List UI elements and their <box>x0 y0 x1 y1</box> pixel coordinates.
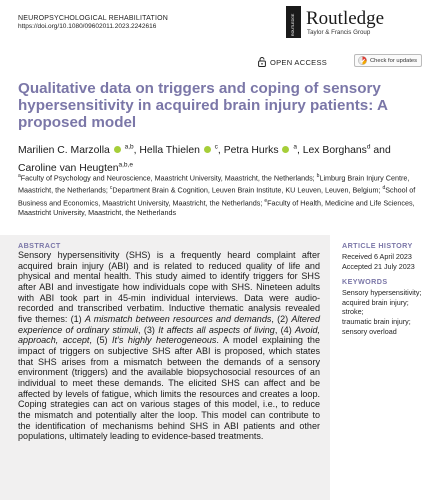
affiliation-text: Faculty of Health, Medicine and Life Sciences, Maastricht University, Maastricht, the Netherlands <box>18 198 415 218</box>
check-for-updates-label: Check for updates <box>370 57 418 64</box>
author-affiliation-marker: a,b <box>124 144 134 151</box>
abstract-theme: Avoid, approach, accept <box>18 324 320 346</box>
author-entry: Lex Borghans$^d$ and <box>302 144 391 157</box>
publisher-logo[interactable] <box>286 6 418 40</box>
svg-text:ROUTLEDGE: ROUTLEDGE <box>291 13 295 36</box>
open-access-label: OPEN ACCESS <box>270 57 328 67</box>
author-name[interactable]: Lex Borghans <box>302 145 367 157</box>
received-date: Received 6 April 2023 <box>342 252 412 261</box>
journal-name: NEUROPSYCHOLOGICAL REHABILITATION <box>18 15 168 22</box>
keyword-line: acquired brain injury; stroke; <box>342 297 409 317</box>
publisher-name: Routledge <box>306 8 385 29</box>
affiliation-marker: b <box>316 173 320 179</box>
author-entry: Petra Hurks $^a$, <box>223 144 303 157</box>
affiliation-text: Faculty of Psychology and Neuroscience, Maastricht University, Maastricht, the Netherlands; <box>20 173 317 183</box>
affiliation-text: Limburg Brain Injury Centre, Maastricht, the Netherlands; <box>18 173 410 195</box>
abstract-theme: Altered experience of ordinary stimuli <box>18 313 320 335</box>
affiliation-marker: c <box>109 185 113 192</box>
abstract-segment: Sensory hypersensitivity (SHS) is a frequently heard complaint after acquired brain injury (ABI) and is related to reduced quality of life and physical and mental health. This study aimed to identify triggers for SHS after ABI and investigate how individuals cope with SHS. Nineteen adults with ABI took part in 45-min individual interviews. Data were audio-recorded and transcribed verbatim. Inductive thematic analysis revealed five themes: (1) <box>18 250 320 324</box>
affiliation-text: School of Business and Economics, Maastricht University, Maastricht, the Netherlands; <box>18 185 416 208</box>
affiliations <box>18 171 420 218</box>
abstract-segment: , (3) <box>138 324 159 335</box>
affiliation-text: Department Brain & Cognition, Leuven Brain Institute, KU Leuven, Leuven, Belgium; <box>112 185 383 195</box>
author-entry: Hella Thielen $^c$, <box>139 144 224 157</box>
author-affiliation-marker: d <box>366 144 371 151</box>
author-entry: Marilien C. Marzolla $^{a,b}$, <box>18 144 140 157</box>
doi-link[interactable]: https://doi.org/10.1080/09602011.2023.2242616 <box>18 23 157 30</box>
orcid-icon[interactable] <box>204 146 211 153</box>
affiliation-marker: e <box>264 197 268 204</box>
abstract-segment: . A model explaining the impact of triggers on subjective SHS after ABI is proposed, which states that SHS arises from a mismatch between the demands of a sensory environment (triggers) and the available biopsychosocial resources of an individual to meet these demands. The elicited SHS can affect and be affected by levels of fatigue, which limits the resources and creates a loop. Coping strategies can act on various stages of this model, i.e., to reduce the mismatch and potentially alter the loop. This model can contribute to the identification of mechanisms behind SHS in ABI patients and other populations, ultimately leading to evidence-based treatments. <box>18 335 320 442</box>
crossmark-icon <box>358 56 367 65</box>
article-info-column <box>342 241 428 336</box>
author-name[interactable]: Marilien C. Marzolla <box>18 145 110 157</box>
open-access-badge <box>258 56 327 68</box>
author-name[interactable]: Caroline van Heugten <box>18 162 119 174</box>
keywords-list <box>342 288 428 336</box>
author-name[interactable]: Hella Thielen <box>139 145 200 157</box>
author-affiliation-marker: c <box>214 144 218 151</box>
accepted-date: Accepted 21 July 2023 <box>342 261 415 271</box>
abstract-theme: It’s highly heterogeneous <box>112 335 217 346</box>
orcid-icon[interactable] <box>114 146 121 153</box>
author-affiliation-marker: a <box>293 144 297 151</box>
routledge-logo-icon <box>286 6 301 38</box>
check-for-updates-button[interactable] <box>354 54 422 67</box>
orcid-icon[interactable] <box>282 146 289 153</box>
affiliation-marker: d <box>382 185 386 192</box>
abstract-segment: , (2) <box>271 313 292 324</box>
article-history-heading: ARTICLE HISTORY <box>342 241 413 250</box>
keyword-line: Sensory hypersensitivity; <box>342 288 422 298</box>
article-title: Qualitative data on triggers and coping of sensory hypersensitivity in acquired brain injury patients: A proposed model <box>18 80 388 131</box>
keyword-line: sensory overload <box>342 326 397 336</box>
author-name[interactable]: Petra Hurks <box>223 145 279 157</box>
abstract-segment: , (4) <box>274 324 296 335</box>
keyword-line: traumatic brain injury; <box>342 316 411 326</box>
publisher-subtitle: Taylor & Francis Group <box>307 29 371 36</box>
affiliation-marker: a <box>18 173 21 179</box>
abstract-theme: It affects all aspects of living <box>158 324 275 335</box>
abstract-segment: , (5) <box>89 335 112 346</box>
abstract-theme: A mismatch between resources and demands <box>84 313 272 324</box>
author-affiliation-marker: a,b,e <box>118 161 133 169</box>
abstract-heading: ABSTRACT <box>18 241 61 250</box>
open-lock-icon <box>258 57 266 67</box>
abstract-text <box>18 250 320 442</box>
keywords-heading: KEYWORDS <box>342 277 388 287</box>
